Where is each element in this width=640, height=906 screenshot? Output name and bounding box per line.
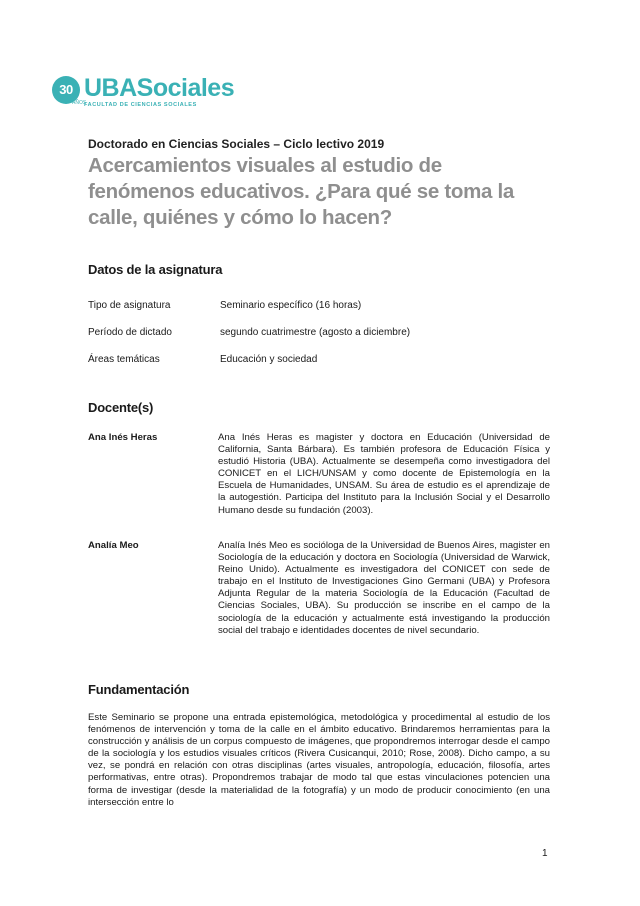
course-title: Acercamientos visuales al estudio de fenómenos educativos. ¿Para qué se toma la calle, quiénes y cómo lo hacen? (88, 154, 515, 229)
fundamentacion-paragraph: Este Seminario se propone una entrada epistemológica, metodológica y procedimental al estudio de los fenómenos de intervención y toma de la calle en el ámbito educativo. Brindaremos herramientas para la construcción y análisis de un corpus compuesto de imágenes, que propondremos interrogar desde el campo de la sociología y los estudios visuales críticos (Rivera Cusicanqui, 2010; Rose, 2008). Dicho campo, a su vez, se pondrá en relación con otras disciplinas (artes visuales, antropología, educación, filosofía, artes performativas, entre otras). Propondremos trabajar de modo tal que estas vinculaciones potencien una forma de investigar (desde la materialidad de la fotografía) y un modo de producir conocimiento (en una intersección entre lo (88, 712, 550, 808)
logo-name: UBASociales (84, 74, 235, 102)
row-value: Educación y sociedad (220, 354, 318, 365)
page-number: 1 (542, 848, 548, 859)
row-label: Áreas temáticas (88, 354, 160, 365)
row-label: Tipo de asignatura (88, 300, 171, 311)
anniversary-badge: 30 (52, 76, 80, 104)
row-value: Seminario específico (16 horas) (220, 300, 362, 311)
logo-text (84, 76, 234, 109)
teacher-bio: Ana Inés Heras es magister y doctora en Educación (Universidad de California, Santa Bárbara). Es también profesora de Educación Física y estudió Historia (UBA). Actualmente se desempeña como investigadora del CONICET en el LICH/UNSAM y como docente de Epistemología en la Escuela de Humanidades, UNSAM. Su área de estudio es el aprendizaje de la autogestión. Participa del Instituto para la Inclusión Social y el Desarrollo Humano desde su fundación (2003). (218, 432, 550, 516)
program-line: Doctorado en Ciencias Sociales – Ciclo lectivo 2019 (88, 137, 385, 151)
teacher-name: Analía Meo (88, 540, 139, 551)
section-heading-datos: Datos de la asignatura (88, 262, 223, 277)
uba-sociales-logo (52, 76, 234, 116)
section-heading-docentes: Docente(s) (88, 400, 154, 415)
teacher-name: Ana Inés Heras (88, 432, 158, 443)
row-label: Período de dictado (88, 327, 172, 338)
logo-subtitle: FACULTAD DE CIENCIAS SOCIALES (84, 102, 197, 108)
anniversary-badge-sub: AÑOS (72, 100, 87, 106)
teacher-bio: Analía Inés Meo es socióloga de la Universidad de Buenos Aires, magister en Sociología de la educación y doctora en Sociología (Universidad de Warwick, Reino Unido). Actualmente es investigadora del CONICET con sede de trabajo en el Instituto de Investigaciones Gino Germani (UBA) y Profesora Adjunta Regular de la materia Sociología de la Educación (Facultad de Ciencias Sociales, UBA). Su producción se inscribe en el campo de la sociología de la educación y actualmente está investigando la producción social del trabajo e identidades docentes de nivel secundario. (218, 540, 550, 636)
section-heading-fundamentacion: Fundamentación (88, 682, 190, 697)
row-value: segundo cuatrimestre (agosto a diciembre) (220, 327, 411, 338)
